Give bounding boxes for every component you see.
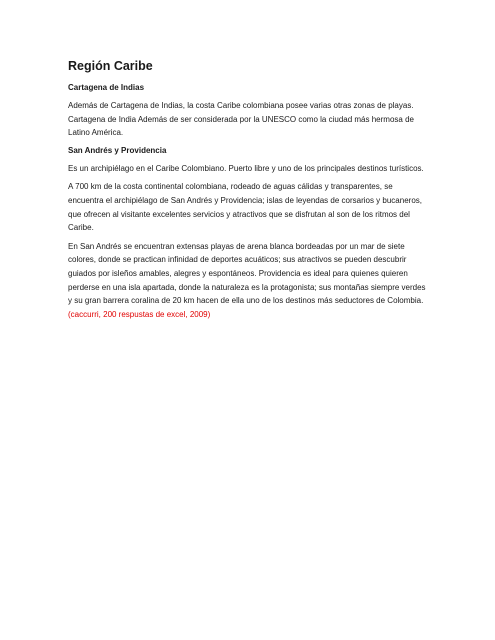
paragraph-700km: A 700 km de la costa continental colombiana, rodeado de aguas cálidas y transparentes, se encuentra el archipiélago de San Andrés y Providencia; islas de leyendas de corsarios y bucaneros, que ofrecen al visitante excelentes servicios y atractivos que se disfrutan al son de los ritmos del Caribe.	[68, 182, 422, 233]
paragraph-cartagena: Además de Cartagena de Indias, la costa Caribe colombiana posee varias otras zonas de playas. Cartagena de India Además de ser considerada por la UNESCO como la ciudad más hermosa de Latino América.	[68, 101, 414, 138]
paragraph-playas	[68, 240, 430, 322]
paragraph-playas-text: En San Andrés se encuentran extensas playas de arena blanca bordeadas por un mar de siete colores, donde se practican infinidad de deportes acuáticos; sus atractivos se pueden descubrir guiados por isleños amables, alegres y espontáneos. Providencia es ideal para quienes quieren perderse en una isla apartada, donde la naturaleza es la protagonista; sus montañas siempre verdes y su gran barrera coralina de 20 km hacen de ella uno de los destinos más seductores de Colombia.	[68, 241, 426, 306]
document-page	[68, 58, 430, 326]
paragraph-archipielago: Es un archipiélago en el Caribe Colombiano. Puerto libre y uno de los principales destinos turísticos.	[68, 163, 424, 173]
section-heading-san-andres: San Andrés y Providencia	[68, 145, 167, 155]
page-title: Región Caribe	[68, 59, 153, 73]
section-heading-cartagena: Cartagena de Indias	[68, 83, 145, 92]
citation-link[interactable]: (caccurri, 200 respustas de excel, 2009)	[68, 309, 211, 319]
